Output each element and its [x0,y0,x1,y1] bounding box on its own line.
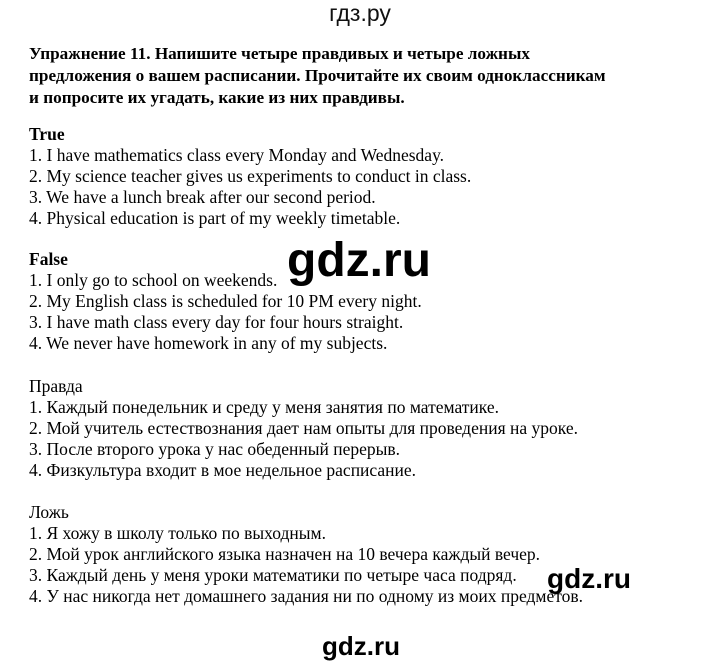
lozh-item-2: 2. Мой урок английского языка назначен на 10 вечера каждый вечер. [29,544,541,564]
lozh-title: Ложь [29,502,69,522]
false-item-1: 1. I only go to school on weekends. [29,270,278,290]
pravda-item-2: 2. Мой учитель естествознания дает нам опыты для проведения на уроке. [29,418,578,438]
false-title: False [29,249,68,269]
true-title: True [29,124,65,144]
pravda-item-1: 1. Каждый понедельник и среду у меня занятия по математике. [29,397,499,417]
false-item-3: 3. I have math class every day for four hours straight. [29,312,404,332]
exercise-heading [29,43,699,109]
true-item-3: 3. We have a lunch break after our second period. [29,187,376,207]
true-section [29,124,699,229]
pravda-item-3: 3. После второго урока у нас обеденный перерыв. [29,439,401,459]
lozh-item-4: 4. У нас никогда нет домашнего задания ни по одному из моих предметов. [29,586,584,606]
lozh-item-3: 3. Каждый день у меня уроки математики по четыре часа подряд. [29,565,517,585]
pravda-item-4: 4. Физкультура входит в мое недельное расписание. [29,460,417,480]
false-item-2: 2. My English class is scheduled for 10 PM every night. [29,291,422,311]
watermark-footer: gdz.ru [322,631,400,661]
watermark-right: gdz.ru [547,563,631,594]
true-item-2: 2. My science teacher gives us experiments to conduct in class. [29,166,472,186]
false-item-4: 4. We never have homework in any of my subjects. [29,333,388,353]
lozh-item-1: 1. Я хожу в школу только по выходным. [29,523,326,543]
true-item-1: 1. I have mathematics class every Monday and Wednesday. [29,145,445,165]
true-item-4: 4. Physical education is part of my weekly timetable. [29,208,401,228]
pravda-title: Правда [29,376,83,396]
watermark-large: gdz.ru [287,234,431,287]
heading-line-1: Упражнение 11. Напишите четыре правдивых и четыре ложных [29,44,530,63]
exercise-content [29,43,699,607]
heading-line-2: предложения о вашем расписании. Прочитайте их своим одноклассникам [29,66,606,85]
pravda-section [29,376,699,481]
site-header: гдз.ру [329,0,391,26]
heading-line-3: и попросите их угадать, какие из них правдивы. [29,88,405,107]
